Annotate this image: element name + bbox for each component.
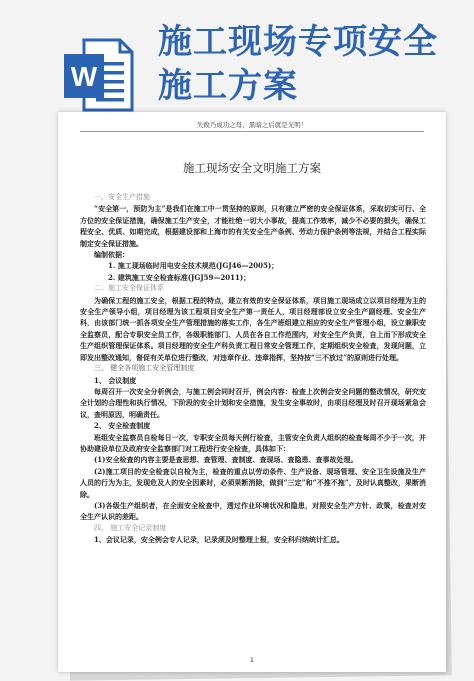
body-paragraph: 班组安全监察员自检每日一次，专职安全员每天例行检查，主管安全负责人组织的检查每周不少于一次，并协助建设单位及政府安全监察部门对工程进行安全检查，具体如下：	[80, 432, 426, 453]
header-divider	[80, 131, 424, 132]
body-paragraph: (3)各级生产组织者，在全面安全检查中，透过作业环境状况和隐患，对照安全生产方针、政策，检查对安全生产认识的差距。	[80, 500, 426, 522]
page-number: 1	[249, 656, 255, 664]
banner	[0, 0, 474, 120]
subsection-heading: 编制依据：	[94, 250, 129, 260]
word-document-icon	[62, 36, 134, 114]
body-paragraph: 每周召开一次安全分析例会，与施工例会同时召开，例会内容：检查上次例会安全问题的整改情况，研究安全计划的合理性和执行情况，下阶段的安全计划和安全措施，发生安全事故时，由项目经理及时召开现场紧急会议，查明原因，明确责任。	[80, 386, 426, 419]
section-heading: 四、 施工安全记录制度	[94, 523, 167, 532]
header-note: 失败乃成功之母，黑暗之后就是光明！	[196, 121, 308, 129]
banner-title-line1: 施工现场专项安全	[158, 22, 438, 62]
section-heading: 三、 健全各项施工安全管理制度	[94, 364, 195, 373]
list-item: 1. 施工现场临时用电安全技术规范(JGJ46—2005)；	[108, 261, 279, 271]
section-heading: 二、施工安全保证体系	[94, 284, 164, 293]
body-paragraph: 1、会议记录，安全例会专人记录，记录须及时整理上报，安全科归纳统计汇总。	[94, 535, 344, 545]
document-page	[58, 112, 446, 672]
body-paragraph: (2)施工项目的安全检查以自检为主，检查的重点以劳动条件、生产设备、现场管理、安全卫生设施及生产人员的行为为主，发现危及人的安全因素时，必须果断消除，做到“三定”和“不推不拖”，及时认真整改，果断消除。	[80, 466, 426, 499]
section-heading: 一、安全生产措施	[94, 193, 150, 201]
document-body	[80, 192, 426, 546]
word-logo-letter: W	[70, 61, 98, 92]
banner-title-line2: 施工方案	[158, 66, 298, 106]
banner-title	[158, 20, 438, 108]
list-item: 2. 建筑施工安全检查标准(JGJ59—2011)；	[108, 272, 251, 282]
document-title: 施工现场安全文明施工方案	[183, 161, 321, 175]
body-paragraph: (1)安全检查的内容主要是查思想、查管理、查制度、查现场、查隐患、查事故处理。	[94, 455, 358, 465]
body-paragraph: 为确保工程的施工安全，根据工程的特点，建立有效的安全保证体系，项目施工现场成立以项目经理为主的安全生产领导小组，项目经理为该工程项目安全生产第一责任人，项目经理部设立安全生产副经理、安全生产科，由该部门统一抓各项安全生产管理措施的落实工作，各生产班组建立相应的安全生产管理小组，设立兼职安全监察员，配合专职安全员工作，各级职能部门、人员在各自工作范围内，对安全生产负责，自上而下形成安全生产组织管理保证体系。项目经理的安全生产科负责工程日常安全管理工作，定期组织安全检查，发现问题，立即发出整改通知，督促有关单位进行整改，对违章作业、违章指挥，坚持按“三不放过”的原则进行处理。	[80, 295, 426, 362]
subsection-heading: 2、 安全检查制度	[94, 421, 151, 431]
subsection-heading: 1、 会议制度	[94, 375, 137, 385]
body-paragraph: “安全第一，预防为主”是我们在施工中一贯坚持的原则，只有建立严密的安全保证体系，采取切实可行、全方位的安全保证措施，确保施工生产安全，才能杜绝一切大小事故，提高工作效率，减少不必要的损失，确保工程安全、优质、如期完成，根据建设部和上海市的有关安全生产条例、劳动力保护条例等法规，并结合工程实际制定安全保证措施。	[80, 204, 426, 248]
